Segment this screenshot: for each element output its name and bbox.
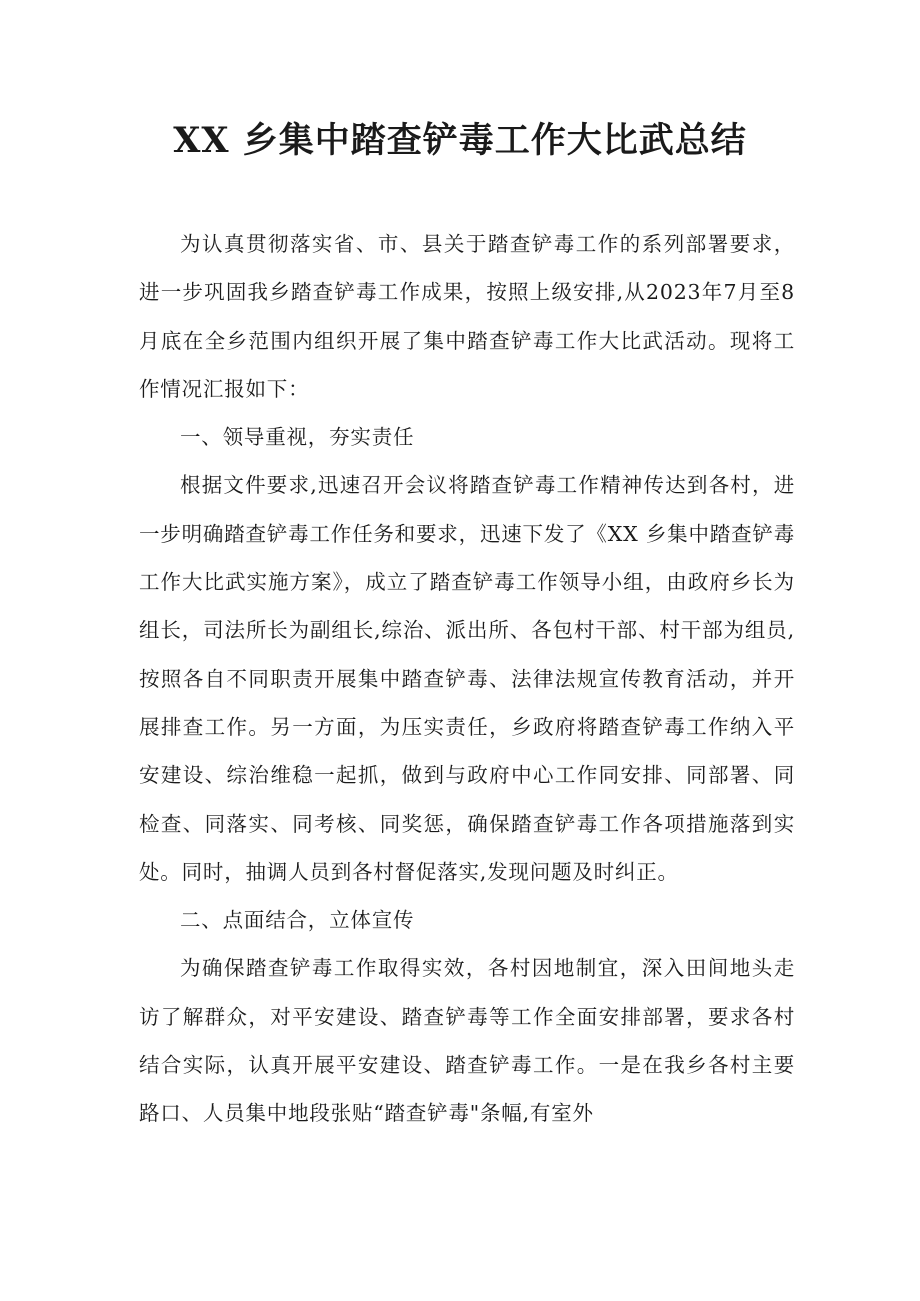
section-2-paragraph: 为确保踏查铲毒工作取得实效，各村因地制宜，深入田间地头走访了解群众，对平安建设、踏查铲毒等工作全面安排部署，要求各村结合实际，认真开展平安建设、踏查铲毒工作。一是在我乡各村主要路口、人员集中地段张贴“踏查铲毒"条幅,有室外 [139,956,795,1126]
document-body [139,220,795,1138]
section-heading-1: 一、领导重视，夯实责任 [180,425,415,450]
section-heading-2: 二、点面结合，立体宣传 [180,908,415,933]
intro-paragraph: 为认真贯彻落实省、市、县关于踏查铲毒工作的系列部署要求，进一步巩固我乡踏查铲毒工作成果，按照上级安排,从2023年7月至8月底在全乡范围内组织开展了集中踏查铲毒工作大比武活动。现将工作情况汇报如下： [139,232,795,401]
section-1-paragraph: 根据文件要求,迅速召开会议将踏查铲毒工作精神传达到各村，进一步明确踏查铲毒工作任务和要求，迅速下发了《XX 乡集中踏查铲毒工作大比武实施方案》，成立了踏查铲毒工作领导小组，由政府乡长为组长，司法所长为副组长,综治、派出所、各包村干部、村干部为组员,按照各自不同职责开展集中踏查铲毒、法律法规宣传教育活动，并开展排查工作。另一方面，为压实责任，乡政府将踏查铲毒工作纳入平安建设、综治维稳一起抓，做到与政府中心工作同安排、同部署、同检查、同落实、同考核、同奖惩，确保踏查铲毒工作各项措施落到实处。同时，抽调人员到各村督促落实,发现问题及时纠正。 [139,473,795,884]
document-title: XX 乡集中踏查铲毒工作大比武总结 [173,120,747,161]
